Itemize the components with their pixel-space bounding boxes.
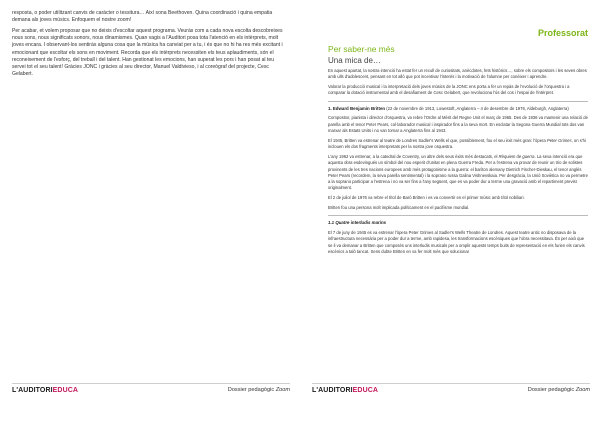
section-title: Professorat	[537, 28, 588, 38]
britten-paragraph-5: Britten fou una persona molt implicada políticament en el pacifisme mundial.	[328, 205, 470, 211]
left-footer-label: Dossier pedagògic Zoom	[227, 387, 290, 393]
britten-paragraph-4: El 2 de juliol de 1976 va rebre el títol de Baró Britten i es va convertir en el primer músic amb títol nobiliari.	[328, 195, 525, 201]
britten-paragraph-1: Compositor, pianista i director d'orquestra, va rebre l'Ordre al Mèrit del Regne Unit el març de 1965. Des de 1936 va mantenir una relació de parella amb el tenor Peter Pears, col·laborador musical i inspirador fins a la seva mort. En esclatar la Segona Guerra Mundial tots dos van marxar als Estats Units i no van tornar a Anglaterra fins al 1943.	[328, 115, 588, 134]
britten-paragraph-3: L'any 1962 va estrenar, a la catedral de Coventry, un altre dels seus èxits més destacats, el Rèquiem de guerra. La seva intenció era que aquesta obra esdevingués un símbol del nou esperit d'unitat en plena Guerra Freda. Per a l'estrena va provar de reunir un trio de solistes provinents de les tres nacions europees amb més protagonisme a la guerra: el baríton alemany Dietrich Fischer-Dieskau, el tenor anglès Peter Pears (recordem, la seva parella sentimental) i la soprano russa Galina Vishnevskaia. Per desgràcia, la Unió Soviètica no va permetre a la soprano participar a l'estrena i no va ser fins a l'any següent, que es va poder dur a terme una gravació amb el repartiment previst originalment.	[328, 153, 588, 191]
page-subsubtitle: Una mica de…	[328, 56, 381, 65]
interludes-paragraph-1: El 7 de juny de 1945 es va estrenar l'òpera Peter Grimes al Sadler's Wells Theatre de Londres. Aquest teatre antic no disposava de la infraestructura necessària per a poder dur a terme, amb rapidesa, les transformacions escèniques que l'obra necessitava. És per això que se li va demanar a Britten que composés uns interludis musicals per a omplir aquests temps buits de representació en els furien els canvis escènics a taló tancat. Sens dubte Britten en va fer molt més que solucionar	[328, 230, 585, 255]
divider	[328, 101, 588, 102]
right-footer	[312, 383, 590, 397]
britten-paragraph-2: El 1945, Britten va estrenar al teatre de Londres Sadler's Wells el que, possiblement, fou el seu èxit més gran: l'òpera Peter Grimes, on s'hi inclouen els dos fragments interpretats per la nostra jove orquestra.	[328, 137, 586, 150]
right-footer-label: Dossier pedagògic Zoom	[527, 387, 590, 393]
divider	[328, 215, 588, 216]
auditori-educa-logo: L'AUDITORIEDUCA	[12, 387, 79, 394]
page-subtitle: Per saber-ne més	[328, 44, 395, 54]
intro-paragraph-1: En aquest apartat, la nostra intenció ha estat fer un recull de curiositats, anècdotes, fets històrics…, sobre els compositors i les seves obres amb ulls d'adolescent, pensant en tot allò que pot incentivar l'interès i la motivació de l'alumne per conèixer i aprendre.	[328, 68, 587, 80]
interludes-heading: 1.1 Quatre interludis marins	[328, 220, 387, 226]
intro-paragraph-2: Valorar la producció musical i la interpretació dels joves músics de la JONC ens porta a fer un repàs de l'evolució de l'orquestra i a comparar la dotació instrumental amb el desafiament de Cesc Gelabert, que revoluciona l'ús del cos i l'espai de l'intèrpret.	[328, 84, 570, 96]
left-footer	[12, 383, 290, 397]
left-body-text	[12, 10, 284, 82]
britten-heading: 1. Edward Benjamin Britten (22 de novembre de 1913, Lowestoft, Anglaterra – 4 de desembre de 1976, Aldeburgh, Anglaterra)	[328, 105, 569, 111]
left-paragraph-2: Per acabar, et volem proposar que no deixis d'escoltar aquest programa. Veuràs com a cada nova escolta descobreixes nous sons, nous significats sonors, nous dinamismes. Quan vagis a l'Auditori posa tota l'atenció en els intèrprets, molt joves encara. I observant-los sentiràs alguna cosa que la música ha canviat per a tu, i és que no hi ha res més excitant i emocionant que escoltar els sons en moviment. Recorda que els intèrprets necessiten els teus aplaudiments, són el reconeixement de l'esforç, del treball i del talent. Han gestionat les emocions, han superat les pors i han posat al teu servei tot el seu talent! Gràcies JONC i gràcies al seu director, Manuel Valdivieso, i al coreògraf del projecte, Cesc Gelabert.	[12, 27, 283, 78]
auditori-educa-logo: L'AUDITORIEDUCA	[312, 387, 379, 394]
left-paragraph-1: resposta, o poder utilitzant canvis de caràcter o tessitura… Així sona Beethoven. Quina coordinació i quina empatia demana als joves músics. Enfoquem el nostre zoom!	[12, 10, 273, 24]
right-body-text	[328, 68, 588, 259]
right-page	[300, 0, 600, 424]
